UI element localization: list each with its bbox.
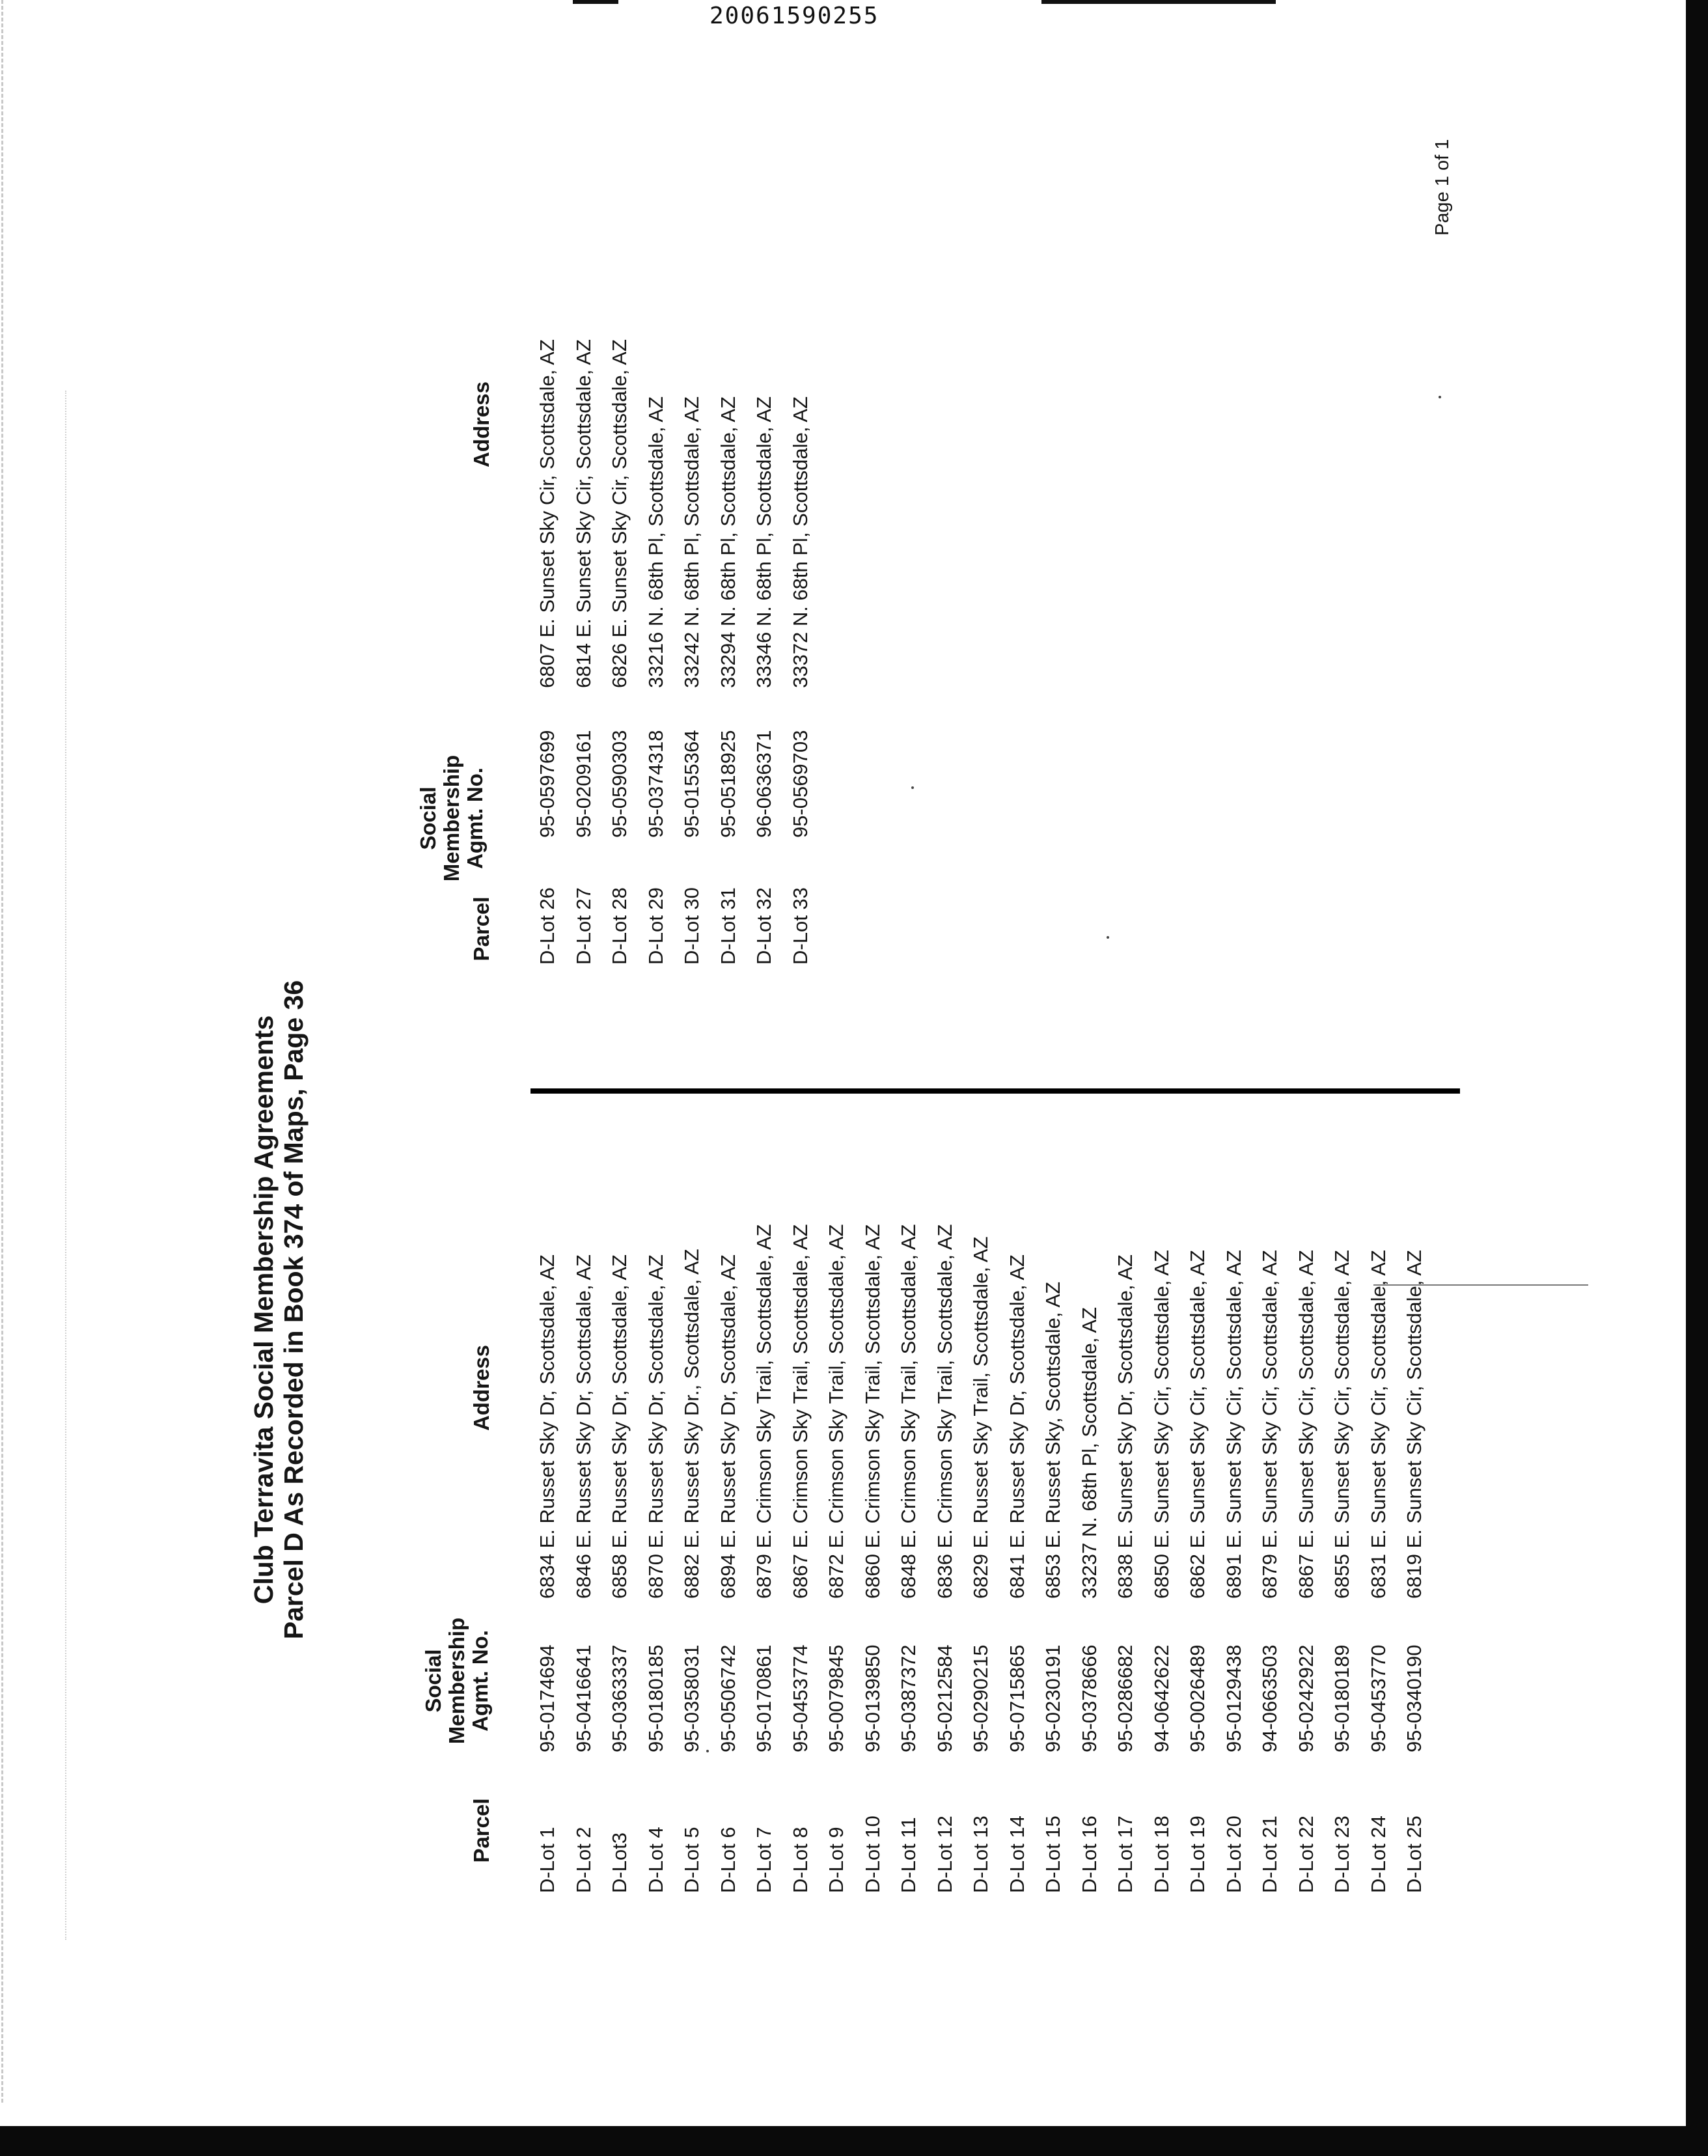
scan-speck (911, 786, 914, 789)
parcel-cell: D-Lot 14 (1005, 1816, 1028, 1893)
parcel-cell: D-Lot 7 (752, 1827, 775, 1893)
agmt-number-cell: 95-0453774 (788, 1644, 812, 1752)
parcel-cell: D-Lot 11 (897, 1817, 920, 1893)
scan-speck (706, 1750, 709, 1752)
address-cell: 6879 E. Crimson Sky Trail, Scottsdale, AZ (752, 1224, 775, 1599)
agmt-number-cell: 95-0026489 (1186, 1644, 1209, 1752)
parcel-cell: D-Lot 2 (572, 1827, 595, 1893)
agmt-number-cell: 95-0518925 (716, 730, 739, 838)
parcel-cell: D-Lot 32 (752, 887, 775, 965)
column-divider (530, 1088, 1460, 1094)
parcel-cell: D-Lot 20 (1222, 1816, 1245, 1893)
parcel-cell: D-Lot 27 (572, 887, 595, 965)
parcel-cell: D-Lot 10 (861, 1816, 884, 1893)
address-cell: 6879 E. Sunset Sky Cir, Scottsdale, AZ (1258, 1250, 1281, 1599)
address-cell: 6826 E. Sunset Sky Cir, Scottsdale, AZ (608, 339, 631, 688)
agmt-number-cell: 95-0180189 (1330, 1644, 1353, 1752)
agmt-number-cell: 95-0416641 (572, 1644, 595, 1752)
parcel-cell: D-Lot 19 (1186, 1816, 1209, 1893)
agmt-number-cell: 95-0139850 (861, 1644, 884, 1752)
agmt-number-cell: 95-0715865 (1005, 1644, 1028, 1752)
address-cell: 33294 N. 68th Pl, Scottsdale, AZ (716, 396, 739, 688)
parcel-cell: D-Lot 4 (644, 1827, 667, 1893)
parcel-cell: D-Lot 12 (933, 1816, 956, 1893)
document-number: 20061590255 (709, 3, 879, 29)
agmt-number-cell: 95-0340190 (1403, 1644, 1426, 1752)
address-cell: 6819 E. Sunset Sky Cir, Scottsdale, AZ (1403, 1250, 1426, 1599)
left-address-header: Address (469, 1344, 493, 1431)
address-cell: 6855 E. Sunset Sky Cir, Scottsdale, AZ (1330, 1250, 1353, 1599)
left-agmt-header: Social Membership Agmt. No. (421, 1617, 492, 1745)
parcel-cell: D-Lot 16 (1077, 1816, 1101, 1893)
agmt-number-cell: 95-0358031 (680, 1644, 703, 1752)
agmt-number-cell: 95-0079845 (825, 1644, 847, 1752)
address-cell: 6882 E. Russet Sky Dr., Scottsdale, AZ (680, 1249, 703, 1599)
agmt-number-cell: 95-0129438 (1222, 1644, 1245, 1752)
address-cell: 6891 E. Sunset Sky Cir, Scottsdale, AZ (1222, 1250, 1245, 1599)
address-cell: 6862 E. Sunset Sky Cir, Scottsdale, AZ (1186, 1250, 1209, 1599)
address-cell: 33237 N. 68th Pl, Scottsdale, AZ (1077, 1306, 1101, 1599)
left-agmt-column (536, 1645, 1439, 1753)
agmt-number-cell: 95-0286682 (1114, 1644, 1136, 1752)
address-cell: 6848 E. Crimson Sky Trail, Scottsdale, AZ (897, 1224, 920, 1599)
right-agmt-column (536, 730, 825, 838)
address-cell: 6870 E. Russet Sky Dr, Scottsdale, AZ (644, 1254, 667, 1599)
right-address-column (536, 339, 825, 688)
address-cell: 33346 N. 68th Pl, Scottsdale, AZ (752, 396, 775, 688)
agmt-number-cell: 95-0569703 (788, 730, 812, 838)
parcel-cell: D-Lot 18 (1150, 1816, 1173, 1893)
address-cell: 6829 E. Russet Sky Trail, Scottsdale, AZ (969, 1236, 992, 1599)
agmt-number-cell: 95-0174694 (536, 1644, 558, 1752)
page-title: Club Terravita Social Membership Agreements (249, 1015, 279, 1605)
parcel-cell: D-Lot 31 (716, 887, 739, 965)
address-cell: 33216 N. 68th Pl, Scottsdale, AZ (644, 396, 667, 688)
scan-speck (1107, 936, 1109, 939)
parcel-cell: D-Lot 1 (536, 1827, 558, 1893)
address-cell: 33242 N. 68th Pl, Scottsdale, AZ (680, 396, 703, 688)
agmt-number-cell: 94-0642622 (1150, 1644, 1173, 1752)
address-cell: 6836 E. Crimson Sky Trail, Scottsdale, AZ (933, 1224, 956, 1599)
agmt-number-cell: 95-0242922 (1294, 1644, 1317, 1752)
parcel-cell: D-Lot 13 (969, 1816, 992, 1893)
parcel-cell: D-Lot3 (608, 1832, 631, 1893)
scan-speck (1439, 396, 1441, 398)
agmt-number-cell: 95-0230191 (1041, 1644, 1064, 1752)
address-cell: 33372 N. 68th Pl, Scottsdale, AZ (788, 396, 812, 688)
page-number: Page 1 of 1 (1432, 139, 1453, 236)
left-parcel-column (536, 1816, 1439, 1893)
parcel-cell: D-Lot 28 (608, 887, 631, 965)
address-cell: 6894 E. Russet Sky Dr, Scottsdale, AZ (716, 1254, 739, 1599)
parcel-cell: D-Lot 9 (825, 1827, 847, 1893)
agmt-number-cell: 95-0170861 (752, 1644, 775, 1752)
address-cell: 6860 E. Crimson Sky Trail, Scottsdale, AZ (861, 1224, 884, 1599)
address-cell: 6831 E. Sunset Sky Cir, Scottsdale, AZ (1366, 1250, 1390, 1599)
agmt-number-cell: 95-0590303 (608, 730, 631, 838)
parcel-cell: D-Lot 17 (1114, 1816, 1136, 1893)
address-cell: 6814 E. Sunset Sky Cir, Scottsdale, AZ (572, 339, 595, 688)
right-parcel-column (536, 887, 825, 965)
left-address-column (536, 1224, 1439, 1599)
parcel-cell: D-Lot 25 (1403, 1816, 1426, 1893)
parcel-cell: D-Lot 26 (536, 887, 558, 965)
address-cell: 6858 E. Russet Sky Dr, Scottsdale, AZ (608, 1254, 631, 1599)
right-agmt-header: Social Membership Agmt. No. (416, 754, 487, 882)
parcel-cell: D-Lot 29 (644, 887, 667, 965)
address-cell: 6872 E. Crimson Sky Trail, Scottsdale, AZ (825, 1224, 847, 1599)
address-cell: 6853 E. Russet Sky, Scottsdale, AZ (1041, 1281, 1064, 1599)
address-cell: 6850 E. Sunset Sky Cir, Scottsdale, AZ (1150, 1250, 1173, 1599)
page-subtitle: Parcel D As Recorded in Book 374 of Maps, Page 36 (279, 980, 309, 1640)
address-cell: 6841 E. Russet Sky Dr, Scottsdale, AZ (1005, 1254, 1028, 1599)
address-cell: 6846 E. Russet Sky Dr, Scottsdale, AZ (572, 1254, 595, 1599)
agmt-number-cell: 95-0387372 (897, 1644, 920, 1752)
parcel-cell: D-Lot 24 (1366, 1816, 1390, 1893)
parcel-cell: D-Lot 6 (716, 1827, 739, 1893)
parcel-cell: D-Lot 15 (1041, 1816, 1064, 1893)
right-address-header: Address (469, 381, 493, 468)
agmt-number-cell: 95-0363337 (608, 1644, 631, 1752)
agmt-number-cell: 95-0378666 (1077, 1644, 1101, 1752)
agmt-number-cell: 94-0663503 (1258, 1644, 1281, 1752)
address-cell: 6834 E. Russet Sky Dr, Scottsdale, AZ (536, 1254, 558, 1599)
agmt-number-cell: 95-0290215 (969, 1644, 992, 1752)
left-parcel-header: Parcel (469, 1798, 493, 1863)
address-cell: 6867 E. Sunset Sky Cir, Scottsdale, AZ (1294, 1250, 1317, 1599)
parcel-cell: D-Lot 21 (1258, 1816, 1281, 1893)
agmt-number-cell: 96-0636371 (752, 730, 775, 838)
address-cell: 6807 E. Sunset Sky Cir, Scottsdale, AZ (536, 339, 558, 688)
parcel-cell: D-Lot 33 (788, 887, 812, 965)
agmt-number-cell: 95-0506742 (716, 1644, 739, 1752)
agmt-number-cell: 95-0209161 (572, 730, 595, 838)
agmt-number-cell: 95-0155364 (680, 730, 703, 838)
parcel-cell: D-Lot 22 (1294, 1816, 1317, 1893)
parcel-cell: D-Lot 30 (680, 887, 703, 965)
parcel-cell: D-Lot 5 (680, 1827, 703, 1893)
right-parcel-header: Parcel (469, 896, 493, 961)
agmt-number-cell: 95-0453770 (1366, 1644, 1390, 1752)
agmt-number-cell: 95-0597699 (536, 730, 558, 838)
agmt-number-cell: 95-0180185 (644, 1644, 667, 1752)
address-cell: 6838 E. Sunset Sky Dr, Scottsdale, AZ (1114, 1254, 1136, 1599)
agmt-number-cell: 95-0212584 (933, 1644, 956, 1752)
parcel-cell: D-Lot 23 (1330, 1816, 1353, 1893)
parcel-cell: D-Lot 8 (788, 1827, 812, 1893)
address-cell: 6867 E. Crimson Sky Trail, Scottsdale, AZ (788, 1224, 812, 1599)
agmt-number-cell: 95-0374318 (644, 730, 667, 838)
